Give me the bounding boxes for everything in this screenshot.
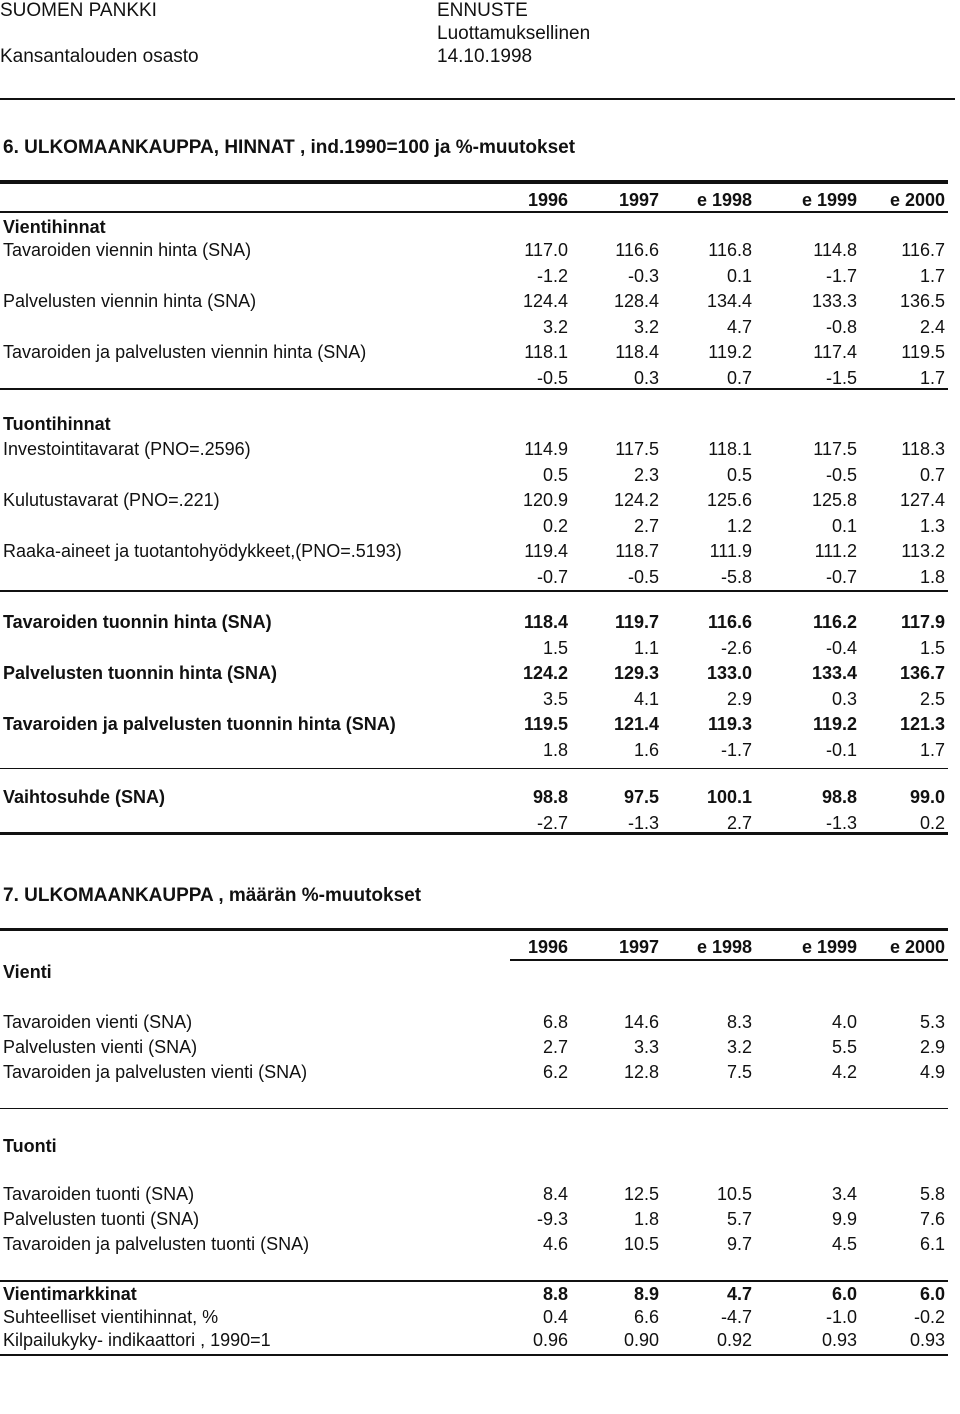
cell-value: 136.7	[899, 663, 945, 683]
cell-value: 3.3	[633, 1037, 659, 1057]
cell-value: -0.1	[825, 739, 857, 760]
cell-value: 117.5	[615, 439, 659, 459]
cell-value: 118.1	[524, 342, 568, 362]
cell-value: 3.4	[831, 1184, 857, 1204]
cell-value: 12.5	[623, 1184, 659, 1204]
market-row	[0, 1330, 960, 1354]
cell-value: 4.0	[831, 1012, 857, 1032]
cell-value: 117.9	[900, 612, 945, 632]
cell-value: 5.7	[726, 1209, 752, 1229]
cell-value: 0.90	[623, 1330, 659, 1350]
cell-value: 12.8	[623, 1062, 659, 1082]
row-label: Palvelusten viennin hinta (SNA)	[3, 291, 257, 311]
cell-value: 133.0	[706, 663, 752, 683]
cell-value: 5.3	[919, 1012, 945, 1032]
table7-header-rule	[510, 959, 948, 961]
cell-value: -1.3	[825, 812, 857, 833]
cell-value: -0.2	[913, 1307, 945, 1327]
cell-value: 133.3	[811, 291, 857, 311]
cell-value: 10.5	[623, 1234, 659, 1254]
vienti-row	[0, 1012, 960, 1036]
cell-value: 111.9	[709, 541, 752, 561]
table7-col-header: e 1999	[801, 937, 857, 957]
cell-value: 6.0	[919, 1284, 945, 1304]
import-price-row	[0, 689, 960, 713]
cell-value: 118.4	[523, 612, 568, 632]
cell-value: 116.6	[615, 240, 659, 260]
tuontihinnat-row	[0, 439, 960, 463]
import-price-row	[0, 663, 960, 687]
terms-of-trade-row	[0, 787, 960, 811]
cell-value: 1.2	[726, 515, 752, 536]
row-label: Vientimarkkinat	[3, 1284, 137, 1304]
cell-value: 116.8	[708, 240, 752, 260]
cell-value: 114.9	[524, 439, 568, 459]
cell-value: 1.7	[919, 739, 945, 760]
cell-value: -1.3	[627, 812, 659, 833]
cell-value: 6.8	[542, 1012, 568, 1032]
vienti-heading: Vienti	[3, 962, 52, 982]
cell-value: 4.1	[633, 688, 659, 709]
cell-value: 118.3	[901, 439, 945, 459]
vienti-row	[0, 1062, 960, 1086]
document-type: ENNUSTE	[437, 0, 528, 21]
cell-value: 119.2	[812, 714, 857, 734]
table7-top-rule	[0, 928, 948, 931]
cell-value: 0.1	[726, 265, 752, 286]
cell-value: 0.3	[633, 367, 659, 388]
cell-value: 125.8	[811, 490, 857, 510]
import-price-row	[0, 740, 960, 764]
cell-value: 0.7	[919, 464, 945, 485]
cell-value: 10.5	[716, 1184, 752, 1204]
cell-value: 2.5	[919, 688, 945, 709]
header-divider	[0, 98, 955, 100]
cell-value: 121.3	[899, 714, 945, 734]
cell-value: 133.4	[811, 663, 857, 683]
cell-value: 0.96	[532, 1330, 568, 1350]
cell-value: 1.7	[919, 367, 945, 388]
table6-col-header: e 1999	[801, 190, 857, 210]
cell-value: -0.5	[627, 566, 659, 587]
tuonti-row	[0, 1234, 960, 1258]
row-label: Kulutustavarat (PNO=.221)	[3, 490, 220, 510]
cell-value: 111.2	[814, 541, 857, 561]
cell-value: 5.5	[831, 1037, 857, 1057]
table7-title: 7. ULKOMAANKAUPPA , määrän %-muutokset	[3, 885, 422, 906]
row-label: Tavaroiden ja palvelusten tuonnin hinta (SNA)	[3, 714, 396, 734]
cell-value: -0.5	[825, 464, 857, 485]
market-row	[0, 1284, 960, 1308]
tuontihinnat-row	[0, 490, 960, 514]
row-label: Tavaroiden ja palvelusten vienti (SNA)	[3, 1062, 308, 1082]
tuontihinnat-row	[0, 541, 960, 565]
document-date: 14.10.1998	[437, 46, 533, 67]
cell-value: 119.5	[523, 714, 568, 734]
vientihinnat-row	[0, 342, 960, 366]
cell-value: 120.9	[522, 490, 568, 510]
section-rule	[0, 768, 948, 769]
table7-col-header: e 2000	[889, 937, 945, 957]
table6-col-header: 1997	[618, 190, 659, 210]
cell-value: 9.9	[831, 1209, 857, 1229]
cell-value: -0.8	[825, 316, 857, 337]
cell-value: 99.0	[909, 787, 945, 807]
cell-value: 8.8	[542, 1284, 568, 1304]
cell-value: 7.6	[919, 1209, 945, 1229]
cell-value: 6.1	[919, 1234, 945, 1254]
classification: Luottamuksellinen	[437, 23, 591, 44]
table6-top-rule	[0, 180, 948, 184]
cell-value: 6.2	[542, 1062, 568, 1082]
cell-value: 117.5	[813, 439, 857, 459]
tuontihinnat-row	[0, 516, 960, 540]
cell-value: 6.0	[831, 1284, 857, 1304]
cell-value: -1.7	[720, 739, 752, 760]
cell-value: 119.2	[708, 342, 752, 362]
row-label: Palvelusten tuonti (SNA)	[3, 1209, 200, 1229]
table6-title: 6. ULKOMAANKAUPPA, HINNAT , ind.1990=100 ja %-muutokset	[3, 137, 576, 158]
cell-value: 8.3	[726, 1012, 752, 1032]
cell-value: 4.6	[542, 1234, 568, 1254]
cell-value: 0.93	[821, 1330, 857, 1350]
import-price-row	[0, 612, 960, 636]
row-label: Tavaroiden tuonnin hinta (SNA)	[3, 612, 272, 632]
cell-value: 1.8	[633, 1209, 659, 1229]
cell-value: 4.9	[919, 1062, 945, 1082]
cell-value: 5.8	[919, 1184, 945, 1204]
cell-value: 9.7	[726, 1234, 752, 1254]
tuonti-row	[0, 1209, 960, 1233]
table6-col-header: e 1998	[696, 190, 752, 210]
cell-value: 134.4	[706, 291, 752, 311]
table7-col-header: 1996	[527, 937, 568, 957]
cell-value: 0.2	[542, 515, 568, 536]
cell-value: 117.0	[524, 240, 568, 260]
cell-value: 121.4	[613, 714, 659, 734]
table7-col-header: e 1998	[696, 937, 752, 957]
cell-value: 0.5	[542, 464, 568, 485]
org-name: SUOMEN PANKKI	[0, 0, 157, 21]
table7-col-header: 1997	[618, 937, 659, 957]
cell-value: -0.7	[536, 566, 568, 587]
row-label: Tavaroiden viennin hinta (SNA)	[3, 240, 252, 260]
cell-value: 3.2	[633, 316, 659, 337]
cell-value: 98.8	[821, 787, 857, 807]
section-heading-tuontihinnat: Tuontihinnat	[3, 414, 111, 434]
cell-value: -1.0	[825, 1307, 857, 1327]
cell-value: -1.7	[825, 265, 857, 286]
cell-value: -1.2	[536, 265, 568, 286]
cell-value: 119.3	[707, 714, 752, 734]
table6-col-header: 1996	[527, 190, 568, 210]
cell-value: 0.92	[716, 1330, 752, 1350]
row-label: Kilpailukyky- indikaattori , 1990=1	[3, 1330, 271, 1350]
cell-value: 97.5	[623, 787, 659, 807]
row-label: Tavaroiden tuonti (SNA)	[3, 1184, 195, 1204]
cell-value: -0.4	[825, 637, 857, 658]
cell-value: 7.5	[726, 1062, 752, 1082]
row-label: Tavaroiden vienti (SNA)	[3, 1012, 193, 1032]
cell-value: 127.4	[899, 490, 945, 510]
cell-value: 116.2	[812, 612, 857, 632]
section-rule	[0, 1108, 948, 1109]
cell-value: 1.8	[919, 566, 945, 587]
cell-value: 4.7	[726, 1284, 752, 1304]
cell-value: 2.4	[919, 316, 945, 337]
cell-value: -2.7	[536, 812, 568, 833]
table6-header-rule	[0, 211, 948, 213]
cell-value: 14.6	[623, 1012, 659, 1032]
cell-value: 119.4	[524, 541, 568, 561]
cell-value: -0.3	[627, 265, 659, 286]
cell-value: 114.8	[813, 240, 857, 260]
cell-value: 2.7	[542, 1037, 568, 1057]
import-price-row	[0, 714, 960, 738]
section-rule	[0, 388, 948, 390]
cell-value: 128.4	[613, 291, 659, 311]
row-label: Palvelusten tuonnin hinta (SNA)	[3, 663, 278, 683]
cell-value: 113.2	[901, 541, 945, 561]
section-rule	[0, 590, 948, 592]
cell-value: 124.4	[522, 291, 568, 311]
cell-value: 119.5	[901, 342, 945, 362]
cell-value: 116.6	[707, 612, 752, 632]
vientihinnat-row	[0, 291, 960, 315]
cell-value: 3.2	[726, 1037, 752, 1057]
cell-value: -1.5	[825, 367, 857, 388]
cell-value: 1.8	[542, 739, 568, 760]
vientihinnat-row	[0, 317, 960, 341]
cell-value: 6.6	[633, 1307, 659, 1327]
cell-value: 1.5	[919, 637, 945, 658]
vienti-row	[0, 1037, 960, 1061]
row-label: Palvelusten vienti (SNA)	[3, 1037, 198, 1057]
cell-value: 8.9	[633, 1284, 659, 1304]
cell-value: 125.6	[706, 490, 752, 510]
row-label: Tavaroiden ja palvelusten tuonti (SNA)	[3, 1234, 310, 1254]
cell-value: 2.9	[726, 688, 752, 709]
vientihinnat-row	[0, 240, 960, 264]
tuontihinnat-row	[0, 465, 960, 489]
cell-value: -2.6	[720, 637, 752, 658]
cell-value: -5.8	[720, 566, 752, 587]
cell-value: 0.1	[831, 515, 857, 536]
section-rule	[0, 1280, 948, 1282]
cell-value: 129.3	[613, 663, 659, 683]
section-heading-vientihinnat: Vientihinnat	[3, 217, 106, 237]
cell-value: 4.7	[726, 316, 752, 337]
cell-value: 118.1	[708, 439, 752, 459]
cell-value: 1.6	[633, 739, 659, 760]
cell-value: 118.4	[615, 342, 659, 362]
market-row	[0, 1307, 960, 1331]
cell-value: 4.5	[831, 1234, 857, 1254]
tuonti-row	[0, 1184, 960, 1208]
cell-value: 0.4	[542, 1307, 568, 1327]
cell-value: 0.93	[909, 1330, 945, 1350]
department-name: Kansantalouden osasto	[0, 46, 199, 67]
table6-col-header: e 2000	[889, 190, 945, 210]
cell-value: 116.7	[901, 240, 945, 260]
cell-value: 124.2	[522, 663, 568, 683]
cell-value: -0.5	[536, 367, 568, 388]
cell-value: 117.4	[813, 342, 857, 362]
cell-value: 98.8	[532, 787, 568, 807]
cell-value: 2.7	[633, 515, 659, 536]
cell-value: 1.7	[919, 265, 945, 286]
cell-value: 4.2	[831, 1062, 857, 1082]
tuontihinnat-row	[0, 567, 960, 591]
table6-bottom-rule	[0, 832, 948, 835]
cell-value: 119.7	[614, 612, 659, 632]
row-label: Suhteelliset vientihinnat, %	[3, 1307, 219, 1327]
table7-bottom-rule	[0, 1354, 948, 1356]
tuonti-heading: Tuonti	[3, 1136, 57, 1156]
cell-value: 3.2	[542, 316, 568, 337]
row-label: Tavaroiden ja palvelusten viennin hinta (SNA)	[3, 342, 367, 362]
cell-value: -0.7	[825, 566, 857, 587]
cell-value: 0.5	[726, 464, 752, 485]
cell-value: 1.5	[542, 637, 568, 658]
row-label: Raaka-aineet ja tuotantohyödykkeet,(PNO=.5193)	[3, 541, 402, 561]
cell-value: 8.4	[542, 1184, 568, 1204]
cell-value: 1.3	[919, 515, 945, 536]
cell-value: 1.1	[633, 637, 659, 658]
cell-value: 118.7	[615, 541, 659, 561]
cell-value: 136.5	[899, 291, 945, 311]
import-price-row	[0, 638, 960, 662]
cell-value: 100.1	[706, 787, 752, 807]
cell-value: 0.3	[831, 688, 857, 709]
cell-value: 0.2	[919, 812, 945, 833]
vientihinnat-row	[0, 266, 960, 290]
cell-value: 0.7	[726, 367, 752, 388]
cell-value: 2.7	[726, 812, 752, 833]
cell-value: -9.3	[536, 1209, 568, 1229]
cell-value: 3.5	[542, 688, 568, 709]
row-label: Investointitavarat (PNO=.2596)	[3, 439, 251, 459]
cell-value: 124.2	[613, 490, 659, 510]
cell-value: -4.7	[720, 1307, 752, 1327]
cell-value: 2.9	[919, 1037, 945, 1057]
row-label: Vaihtosuhde (SNA)	[3, 787, 166, 807]
cell-value: 2.3	[633, 464, 659, 485]
